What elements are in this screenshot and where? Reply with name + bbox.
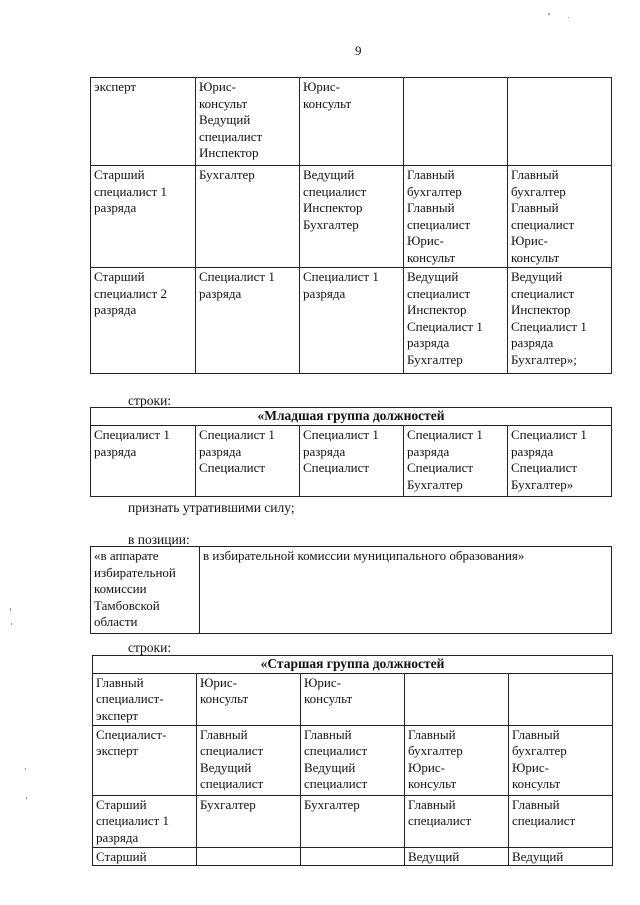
scan-speck: [11, 623, 12, 625]
table-cell: Юрис- консульт: [197, 673, 301, 725]
table-cell: [197, 847, 301, 866]
table-cell: Специалист 1 разряда Специалист Бухгалтер»: [508, 426, 612, 497]
table-cell: [509, 673, 613, 725]
table-row: [91, 268, 612, 374]
table-cell: Бухгалтер: [197, 795, 301, 847]
table-cell: Главный специалист Ведущий специалист: [197, 725, 301, 795]
table-position: [90, 546, 612, 634]
table-cell: Главный специалист Ведущий специалист: [301, 725, 405, 795]
table-cell: Специалист- эксперт: [93, 725, 197, 795]
table-header: «Младшая группа должностей: [91, 408, 612, 426]
scan-speck: [26, 797, 27, 799]
table-cell: [405, 673, 509, 725]
table-cell: Старший: [93, 847, 197, 866]
table-cell: Ведущий: [509, 847, 613, 866]
table-row: [93, 795, 613, 847]
table-cell: Главный бухгалтер Главный специалист Юрис- консульт: [404, 166, 508, 268]
table-row: [93, 725, 613, 795]
table-cell: эксперт: [91, 78, 196, 166]
table-row: [93, 847, 613, 866]
table-cell: Специалист 1 разряда Специалист: [300, 426, 404, 497]
table-cell: Специалист 1 разряда Специалист Бухгалтер: [404, 426, 508, 497]
table-cell: Специалист 1 разряда: [300, 268, 404, 374]
label-stroki: строки:: [128, 393, 172, 408]
table-row: [91, 547, 612, 634]
table-cell: Старший специалист 2 разряда: [91, 268, 196, 374]
table-cell: Ведущий: [405, 847, 509, 866]
label-stroki: строки:: [128, 640, 172, 655]
table-cell: Ведущий специалист Инспектор Специалист 1 разряда Бухгалтер»;: [508, 268, 612, 374]
table-cell: Бухгалтер: [301, 795, 405, 847]
table-cell: Главный бухгалтер Юрис- консульт: [509, 725, 613, 795]
table-row: [91, 166, 612, 268]
table-cell: «в аппарате избирательной комиссии Тамбовской области: [91, 547, 200, 634]
table-row: [91, 426, 612, 497]
table-row: [91, 78, 612, 166]
table-cell: Юрис- консульт: [300, 78, 404, 166]
table-cell: Специалист 1 разряда Специалист: [196, 426, 300, 497]
table-cell: Старший специалист 1 разряда: [93, 795, 197, 847]
table-cell: Юрис- консульт: [301, 673, 405, 725]
table-cell: Ведущий специалист Инспектор Бухгалтер: [300, 166, 404, 268]
table-cell: [508, 78, 612, 166]
table-cell: Главный специалист- эксперт: [93, 673, 197, 725]
table-cell: Специалист 1 разряда: [91, 426, 196, 497]
table-header: «Старшая группа должностей: [93, 656, 613, 674]
table-cell: Ведущий специалист Инспектор Специалист 1 разряда Бухгалтер: [404, 268, 508, 374]
table-cell: в избирательной комиссии муниципального образования»: [200, 547, 612, 634]
scan-speck: [548, 13, 550, 15]
table-cell: [404, 78, 508, 166]
table-cell: Бухгалтер: [196, 166, 300, 268]
table-junior-group: [90, 407, 612, 497]
table-cell: Старший специалист 1 разряда: [91, 166, 196, 268]
table-cell: Главный специалист: [509, 795, 613, 847]
table-row: [93, 673, 613, 725]
table-cell: Главный специалист: [405, 795, 509, 847]
scan-speck: [568, 17, 569, 18]
scan-speck: [10, 608, 11, 611]
table-cell: Юрис- консульт Ведущий специалист Инспектор: [196, 78, 300, 166]
label-priznat: признать утратившими силу;: [128, 500, 295, 515]
table-cell: Главный бухгалтер Юрис- консульт: [405, 725, 509, 795]
table-cell: Главный бухгалтер Главный специалист Юрис- консульт: [508, 166, 612, 268]
scan-speck: [25, 768, 26, 770]
table-continuation: [90, 77, 612, 374]
label-v-pozicii: в позиции:: [128, 532, 190, 547]
table-senior-group: [92, 655, 613, 866]
page-number: 9: [355, 43, 362, 58]
table-cell: [301, 847, 405, 866]
table-cell: Специалист 1 разряда: [196, 268, 300, 374]
